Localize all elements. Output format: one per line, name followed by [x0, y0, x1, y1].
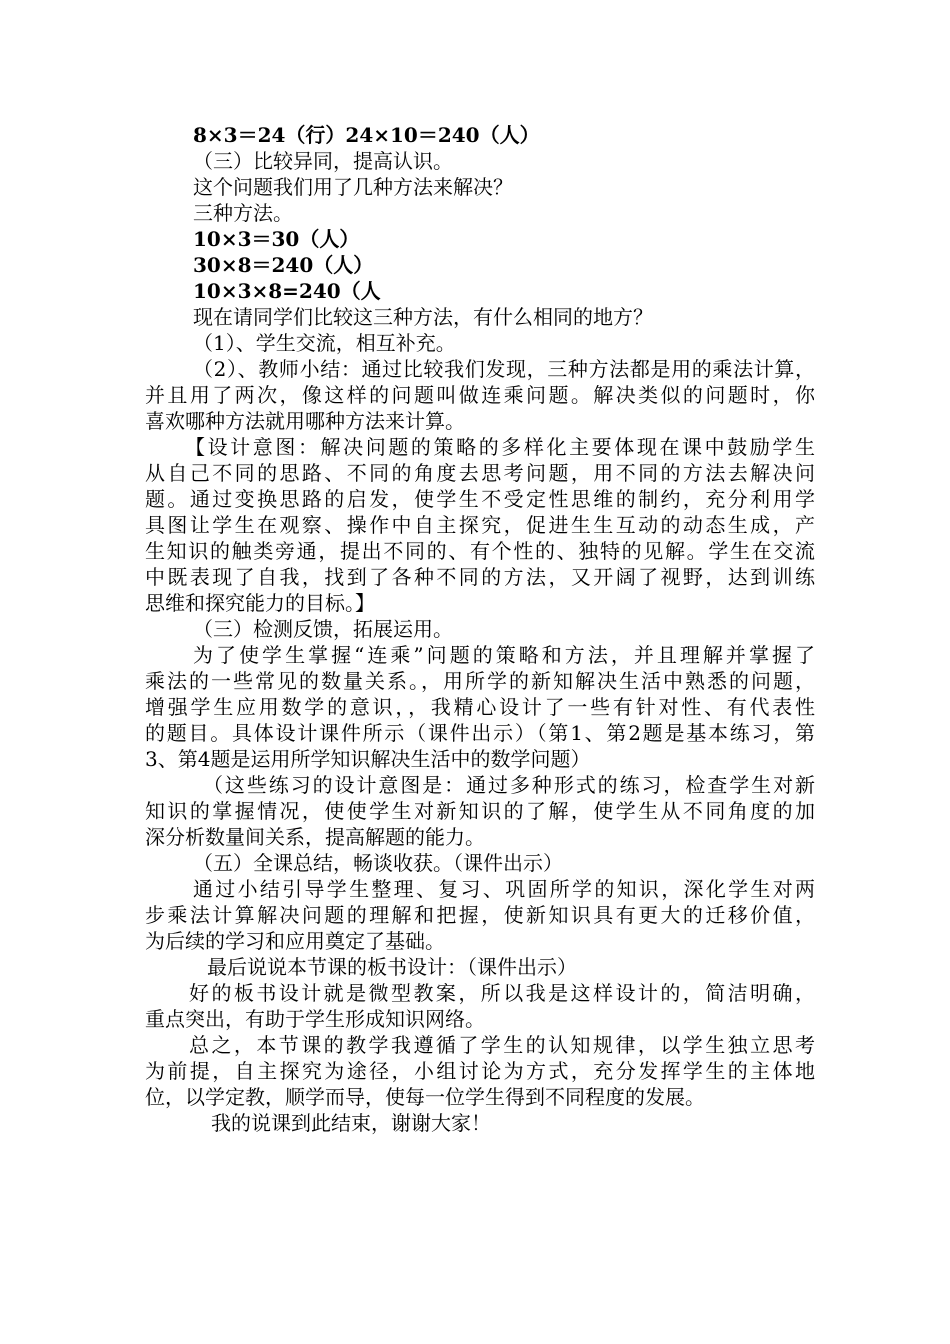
text-line-section-feedback: （三）检测反馈，拓展运用。 — [193, 617, 453, 641]
text-line: 通过小结引导学生整理、复习、巩固所学的知识，深化学生对两 — [193, 877, 815, 901]
text-line: （2）、教师小结：通过比较我们发现，三种方法都是用的乘法计算， — [193, 357, 815, 381]
text-line: 增强学生应用数学的意识，，我精心设计了一些有针对性、有代表性 — [145, 695, 815, 719]
text-line-equation: 10×3×8=240（人 — [193, 279, 381, 303]
text-line: 总之，本节课的教学我遵循了学生的认知规律，以学生独立思考 — [189, 1033, 815, 1057]
text-line: 现在请同学们比较这三种方法，有什么相同的地方？ — [193, 305, 653, 329]
text-line: （1）、学生交流，相互补充。 — [193, 331, 456, 355]
text-line: 好的板书设计就是微型教案，所以我是这样设计的，简洁明确， — [189, 981, 815, 1005]
text-line: 并且用了两次，像这样的问题叫做连乘问题。解决类似的问题时，你 — [145, 383, 815, 407]
text-line-equation: 10×3＝30（人） — [193, 227, 360, 251]
text-line: 生知识的触类旁通，提出不同的、有个性的、独特的见解。学生在交流 — [145, 539, 815, 563]
text-line: 知识的掌握情况，使使学生对新知识的了解，使学生从不同角度的加 — [145, 799, 815, 823]
text-line: 具图让学生在观察、操作中自主探究，促进生生互动的动态生成，产 — [145, 513, 815, 537]
text-line: 为了使学生掌握“连乘”问题的策略和方法，并且理解并掌握了 — [193, 643, 815, 667]
text-line: 题。通过变换思路的启发，使学生不受定性思维的制约，充分利用学 — [145, 487, 815, 511]
text-line-section-summary: （五）全课总结，畅谈收获。（课件出示） — [193, 851, 563, 875]
text-line: 中既表现了自我，找到了各种不同的方法，又开阔了视野，达到训练 — [145, 565, 815, 589]
text-line: 喜欢哪种方法就用哪种方法来计算。 — [145, 409, 465, 433]
text-line-equation-rows: 8×3＝24（行）24×10＝240（人） — [193, 123, 540, 147]
text-line-closing: 我的说课到此结束，谢谢大家！ — [211, 1111, 491, 1135]
text-line: 重点突出，有助于学生形成知识网络。 — [145, 1007, 485, 1031]
text-line: 为后续的学习和应用奠定了基础。 — [145, 929, 445, 953]
text-line-equation: 30×8＝240（人） — [193, 253, 374, 277]
text-line: 步乘法计算解决问题的理解和把握，使新知识具有更大的迁移价值， — [145, 903, 815, 927]
text-line: 乘法的一些常见的数量关系。，用所学的新知解决生活中熟悉的问题， — [145, 669, 815, 693]
text-line: 三种方法。 — [193, 201, 293, 225]
text-line: 这个问题我们用了几种方法来解决？ — [193, 175, 513, 199]
text-line: 思维和探究能力的目标。】 — [145, 591, 375, 615]
text-line: 的题目。具体设计课件所示（课件出示）（第1、第2题是基本练习，第 — [145, 721, 815, 745]
text-line: 为前提，自主探究为途径，小组讨论为方式，充分发挥学生的主体地 — [145, 1059, 815, 1083]
text-line: （这些练习的设计意图是：通过多种形式的练习，检查学生对新 — [203, 773, 815, 797]
text-line-design-intent: 【设计意图：解决问题的策略的多样化主要体现在课中鼓励学生 — [185, 435, 815, 459]
document-body — [145, 122, 815, 1136]
text-line-board-design: 最后说说本节课的板书设计：（课件出示） — [207, 955, 577, 979]
text-line: 深分析数量间关系，提高解题的能力。 — [145, 825, 485, 849]
text-line: 3、第4题是运用所学知识解决生活中的数学问题） — [145, 747, 591, 771]
text-line-section-compare: （三）比较异同，提高认识。 — [193, 149, 453, 173]
text-line: 从自己不同的思路、不同的角度去思考问题，用不同的方法去解决问 — [145, 461, 815, 485]
text-line: 位，以学定教，顺学而导，使每一位学生得到不同程度的发展。 — [145, 1085, 705, 1109]
